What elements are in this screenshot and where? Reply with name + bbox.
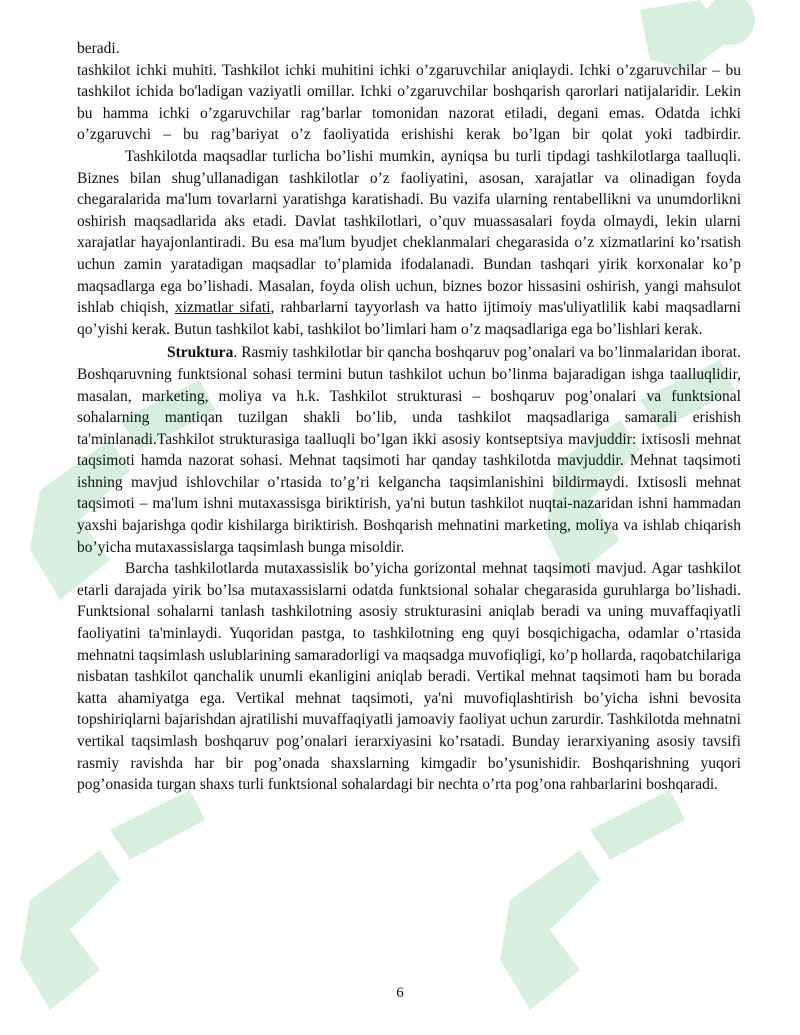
paragraph-internal-environment: tashkilot ichki muhiti. Tashkilot ichki muhitini ichki o’zgaruvchilar aniqlaydi. Ichki o’zgaruvchilar – bu tashkilot ichida bo'ladigan vaziyatli omillar. Ichki o’zgaruvchilar boshqarish qarorlari natijalaridir. Lekin bu hamma ichki o’zgaruvchilar rag’barlar tomonidan nazorat etiladi, degani emas. Odatda ichki o’zgaruvchi – bu rag’bariyat o’z faoliyatida erishishi kerak bo’lgan bir qolat yoki tadbirdir.: [77, 61, 741, 144]
document-page: [77, 38, 741, 796]
paragraph-goals-text: Tashkilotda maqsadlar turlicha bo’lishi mumkin, ayniqsa bu turli tipdagi tashkilotlarga taalluqli. Biznes bilan shug’ullanadigan tashkilotlar o’z faoliyatini, asosan, xarajatlar va olinadigan foyda chegaralarida ma'lum tovarlarni yaratishga karatishadi. Bu vazifa ularning rentabellikni va unumdorlikni oshirish maqsadlarida aks etadi. Davlat tashkilotlari, o’quv muassasalari foyda olmaydi, lekin ularni xarajatlar hayajonlantiradi. Bu esa ma'lum byudjet cheklanmalari chegarasida o’z xizmatlarini ko’rsatish uchun zamin yaratadigan maqsadlar to’plamida ifodalanadi. Bundan tashqari yirik korxonalar ko’p maqsadlarga ega bo’lishadi. Masalan, foyda olish uchun, biznes bozor hissasini oshirish, yangi mahsulot ishlab chiqish,: [77, 147, 741, 317]
service-quality-link[interactable]: xizmatlar sifati: [174, 299, 271, 317]
paragraph-structure-text: . Rasmiy tashkilotlar bir qancha boshqaruv pog’onalari va bo’linmalaridan iborat. Boshqaruvning funktsional sohasi termini butun tashkilot uchun bo’linma bajaradigan ishga taalluqlidir, masalan, marketing, moliya va h.k. Tashkilot strukturasi – boshqaruv pog’onalari va funktsional sohalarning mantiqan tuzilgan shakli bo’lib, unda tashkilot maqsadlariga samarali erishish ta'minlanadi.Tashkilot strukturasiga taalluqli bo’lgan ikki asosiy kontseptsiya mavjuddir: ixtisosli mehnat taqsimoti hamda nazorat sohasi. Mehnat taqsimoti har qanday tashkilotda mavjuddir. Mehnat taqsimoti ishning mavjud ishlovchilar o’rtasida to’g’ri kelgancha taqsimlanishini bildirmaydi. Ixtisosli mehnat taqsimoti – ma'lum ishni mutaxassisga biriktirish, ya'ni butun tashkilot nuqtai-nazaridan ishni hammadan yaxshi bajarishga qodir kishilarga biriktirish. Boshqarish mehnatini marketing, moliya va ishlab chiqarish bo’yicha mutaxassislarga taqsimlash bunga misoldir.: [77, 344, 741, 556]
paragraph-fragment: beradi.: [77, 40, 120, 57]
paragraph-goals-text-end: , rahbarlarni tayyorlash va hatto ijtimoiy mas'uliyatlilik kabi maqsadlarni qo’yishi kerak. Butun tashkilot kabi, tashkilot bo’limlari ham o’z maqsadlariga ega bo’lishlari kerak.: [77, 299, 741, 338]
paragraph-goals: [77, 146, 741, 340]
page-number: 6: [396, 985, 404, 1001]
structure-heading: Struktura: [167, 344, 234, 362]
paragraph-labor-division: Barcha tashkilotlarda mutaxassislik bo’yicha gorizontal mehnat taqsimoti mavjud. Agar tashkilot etarli darajada yirik bo’lsa mutaxassislarni odatda funktsional sohalar chegarasida guruhlarga bo’lishadi. Funktsional sohalarni tanlash tashkilotning asosiy strukturasini aniqlab beradi va uning muvaffaqiyatli faoliyatini ta'minlaydi. Yuqoridan pastga, to tashkilotning eng quyi bosqichigacha, odamlar o’rtasida mehnatni taqsimlash uslublarining samaradorligi va maqsadga muvofiqligi, ko’p hollarda, raqobatchilariga nisbatan tashkilot qanchalik unumli ekanligini aniqlab beradi. Vertikal mehnat taqsimoti ham bu borada katta ahamiyatga ega. Vertikal mehnat taqsimoti, ya'ni muvofiqlashtirish bo’yicha ishni bevosita topshiriqlarni bajarishdan ajratilishi muvaffaqiyatli jamoaviy faoliyat uchun zarurdir. Tashkilotda mehnatni vertikal taqsimlash boshqaruv pog’onalari ierarxiyasini ko’rsatadi. Bunday ierarxiyaning asosiy tavsifi rasmiy ravishda har bir pog’onada shaxslarning kimgadir bo’ysunishidir. Boshqarishning yuqori pog’onasida turgan shaxs turli funktsional sohalardagi bir nechta o’rta pog’ona rahbarlarini boshqaradi.: [77, 560, 741, 794]
paragraph-structure: [77, 342, 741, 558]
